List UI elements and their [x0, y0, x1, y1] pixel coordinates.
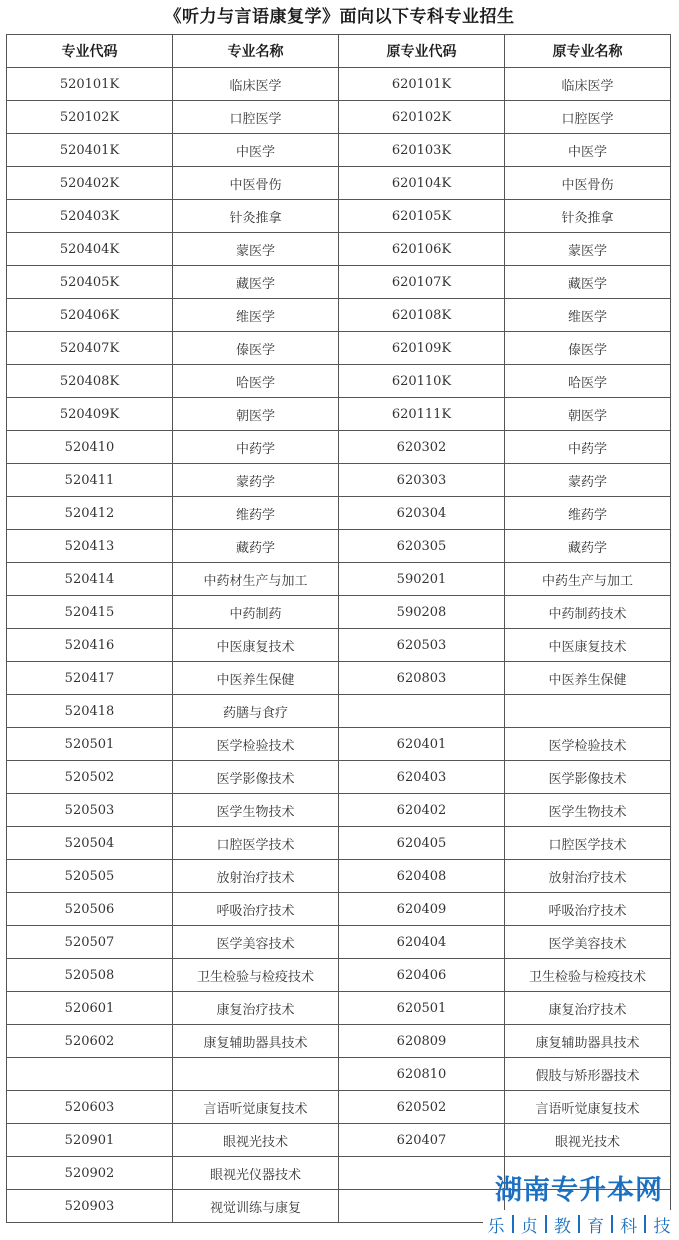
table-header	[7, 35, 671, 68]
original-name-cell	[505, 695, 671, 728]
original-name-cell: 哈医学	[505, 365, 671, 398]
original-code-cell: 620408	[339, 860, 505, 893]
watermark-site-name: 湖南专升本网	[495, 1175, 663, 1206]
original-code-cell: 620405	[339, 827, 505, 860]
original-code-cell: 620501	[339, 992, 505, 1025]
major-name-cell: 中医学	[173, 134, 339, 167]
watermark-char: 科	[620, 1216, 638, 1237]
original-name-cell: 医学检验技术	[505, 728, 671, 761]
original-name-cell: 口腔医学	[505, 101, 671, 134]
major-name-cell: 口腔医学	[173, 101, 339, 134]
original-code-cell: 620302	[339, 431, 505, 464]
watermark-char: 教	[553, 1216, 571, 1237]
table-row	[7, 992, 671, 1025]
original-name-cell: 中药制药技术	[505, 596, 671, 629]
watermark-separator	[611, 1215, 613, 1233]
watermark-company	[483, 1210, 675, 1238]
major-name-cell: 医学美容技术	[173, 926, 339, 959]
original-code-cell: 620803	[339, 662, 505, 695]
major-table	[6, 34, 671, 1223]
table-row	[7, 398, 671, 431]
original-name-cell: 蒙药学	[505, 464, 671, 497]
major-name-cell: 医学影像技术	[173, 761, 339, 794]
original-code-cell	[339, 695, 505, 728]
original-code-cell: 620403	[339, 761, 505, 794]
table-row	[7, 695, 671, 728]
original-code-cell: 620404	[339, 926, 505, 959]
major-code-cell: 520411	[7, 464, 173, 497]
major-name-cell: 中医康复技术	[173, 629, 339, 662]
major-name-cell	[173, 1058, 339, 1091]
site-watermark-logo	[483, 1172, 675, 1238]
table-row	[7, 794, 671, 827]
major-name-cell: 视觉训练与康复	[173, 1190, 339, 1223]
table-row	[7, 662, 671, 695]
original-name-cell: 中医康复技术	[505, 629, 671, 662]
major-code-cell: 520101K	[7, 68, 173, 101]
original-code-cell: 620809	[339, 1025, 505, 1058]
table-row	[7, 299, 671, 332]
major-code-cell: 520406K	[7, 299, 173, 332]
original-name-cell: 中医养生保健	[505, 662, 671, 695]
major-code-cell: 520102K	[7, 101, 173, 134]
table-row	[7, 233, 671, 266]
original-code-cell: 620102K	[339, 101, 505, 134]
table-row	[7, 827, 671, 860]
major-name-cell: 针灸推拿	[173, 200, 339, 233]
major-code-cell: 520404K	[7, 233, 173, 266]
table-row	[7, 926, 671, 959]
original-code-cell: 620503	[339, 629, 505, 662]
table-row	[7, 365, 671, 398]
major-name-cell: 口腔医学技术	[173, 827, 339, 860]
major-name-cell: 呼吸治疗技术	[173, 893, 339, 926]
major-code-cell: 520602	[7, 1025, 173, 1058]
original-code-cell: 620402	[339, 794, 505, 827]
original-name-cell: 假肢与矫形器技术	[505, 1058, 671, 1091]
original-code-cell: 620109K	[339, 332, 505, 365]
original-code-cell: 620304	[339, 497, 505, 530]
major-name-cell: 康复辅助器具技术	[173, 1025, 339, 1058]
original-name-cell: 呼吸治疗技术	[505, 893, 671, 926]
original-name-cell: 眼视光技术	[505, 1124, 671, 1157]
original-name-cell: 放射治疗技术	[505, 860, 671, 893]
major-code-cell: 520409K	[7, 398, 173, 431]
header-original-code: 原专业代码	[339, 35, 505, 68]
major-code-cell: 520502	[7, 761, 173, 794]
major-code-cell: 520405K	[7, 266, 173, 299]
watermark-char: 育	[587, 1216, 605, 1237]
original-code-cell: 620111K	[339, 398, 505, 431]
major-code-cell: 520414	[7, 563, 173, 596]
watermark-separator	[644, 1215, 646, 1233]
major-name-cell: 眼视光仪器技术	[173, 1157, 339, 1190]
major-code-cell: 520902	[7, 1157, 173, 1190]
original-name-cell: 医学影像技术	[505, 761, 671, 794]
original-code-cell: 620103K	[339, 134, 505, 167]
original-code-cell: 590201	[339, 563, 505, 596]
original-code-cell: 620409	[339, 893, 505, 926]
major-code-cell: 520412	[7, 497, 173, 530]
original-code-cell	[339, 1157, 505, 1190]
major-code-cell: 520901	[7, 1124, 173, 1157]
major-name-cell: 中药材生产与加工	[173, 563, 339, 596]
major-code-cell: 520416	[7, 629, 173, 662]
major-name-cell: 放射治疗技术	[173, 860, 339, 893]
major-code-cell: 520505	[7, 860, 173, 893]
table-row	[7, 530, 671, 563]
original-name-cell: 朝医学	[505, 398, 671, 431]
table-row	[7, 1025, 671, 1058]
table-row	[7, 332, 671, 365]
major-code-cell: 520903	[7, 1190, 173, 1223]
watermark-separator	[512, 1215, 514, 1233]
major-code-cell: 520417	[7, 662, 173, 695]
major-code-cell: 520415	[7, 596, 173, 629]
major-code-cell: 520501	[7, 728, 173, 761]
table-row	[7, 1091, 671, 1124]
table-row	[7, 959, 671, 992]
major-name-cell: 医学生物技术	[173, 794, 339, 827]
major-name-cell: 临床医学	[173, 68, 339, 101]
major-name-cell: 藏医学	[173, 266, 339, 299]
watermark-char: 技	[653, 1216, 671, 1237]
original-name-cell: 傣医学	[505, 332, 671, 365]
major-name-cell: 蒙药学	[173, 464, 339, 497]
original-code-cell: 620106K	[339, 233, 505, 266]
major-code-cell: 520403K	[7, 200, 173, 233]
major-name-cell: 维医学	[173, 299, 339, 332]
table-row	[7, 629, 671, 662]
original-name-cell: 医学生物技术	[505, 794, 671, 827]
original-code-cell: 620303	[339, 464, 505, 497]
major-name-cell: 蒙医学	[173, 233, 339, 266]
major-code-cell: 520507	[7, 926, 173, 959]
major-name-cell: 傣医学	[173, 332, 339, 365]
major-code-cell: 520413	[7, 530, 173, 563]
watermark-char: 乐	[487, 1216, 505, 1237]
original-code-cell: 620305	[339, 530, 505, 563]
watermark-separator	[578, 1215, 580, 1233]
table-row	[7, 497, 671, 530]
major-name-cell: 眼视光技术	[173, 1124, 339, 1157]
major-name-cell: 医学检验技术	[173, 728, 339, 761]
major-code-cell	[7, 1058, 173, 1091]
original-code-cell: 620104K	[339, 167, 505, 200]
table-row	[7, 68, 671, 101]
original-name-cell: 藏药学	[505, 530, 671, 563]
watermark-separator	[545, 1215, 547, 1233]
table-row	[7, 134, 671, 167]
original-code-cell: 590208	[339, 596, 505, 629]
original-name-cell: 中药学	[505, 431, 671, 464]
table-body	[7, 68, 671, 1223]
major-code-cell: 520601	[7, 992, 173, 1025]
major-code-cell: 520402K	[7, 167, 173, 200]
table-row	[7, 200, 671, 233]
original-name-cell: 维医学	[505, 299, 671, 332]
watermark-char: 贞	[520, 1216, 538, 1237]
original-name-cell: 卫生检验与检疫技术	[505, 959, 671, 992]
header-major-name: 专业名称	[173, 35, 339, 68]
original-name-cell: 口腔医学技术	[505, 827, 671, 860]
original-name-cell: 藏医学	[505, 266, 671, 299]
table-row	[7, 101, 671, 134]
original-code-cell: 620407	[339, 1124, 505, 1157]
major-name-cell: 药膳与食疗	[173, 695, 339, 728]
major-code-cell: 520408K	[7, 365, 173, 398]
major-code-cell: 520603	[7, 1091, 173, 1124]
major-code-cell: 520410	[7, 431, 173, 464]
original-name-cell: 中医骨伤	[505, 167, 671, 200]
table-title: 《听力与言语康复学》面向以下专科专业招生	[164, 7, 515, 27]
original-name-cell: 临床医学	[505, 68, 671, 101]
original-name-cell: 康复治疗技术	[505, 992, 671, 1025]
header-row	[7, 35, 671, 68]
major-name-cell: 中医骨伤	[173, 167, 339, 200]
original-name-cell: 维药学	[505, 497, 671, 530]
original-name-cell: 医学美容技术	[505, 926, 671, 959]
major-name-cell: 中药学	[173, 431, 339, 464]
original-code-cell: 620101K	[339, 68, 505, 101]
table-row	[7, 563, 671, 596]
table-row	[7, 596, 671, 629]
original-code-cell	[339, 1190, 505, 1223]
major-code-cell: 520508	[7, 959, 173, 992]
major-name-cell: 言语听觉康复技术	[173, 1091, 339, 1124]
table-row	[7, 1058, 671, 1091]
table-row	[7, 464, 671, 497]
major-name-cell: 中医养生保健	[173, 662, 339, 695]
original-name-cell: 中药生产与加工	[505, 563, 671, 596]
table-row	[7, 893, 671, 926]
major-name-cell: 朝医学	[173, 398, 339, 431]
header-major-code: 专业代码	[7, 35, 173, 68]
major-code-cell: 520407K	[7, 332, 173, 365]
original-code-cell: 620406	[339, 959, 505, 992]
original-name-cell: 针灸推拿	[505, 200, 671, 233]
major-code-cell: 520504	[7, 827, 173, 860]
major-code-cell: 520503	[7, 794, 173, 827]
original-name-cell: 蒙医学	[505, 233, 671, 266]
original-code-cell: 620810	[339, 1058, 505, 1091]
original-code-cell: 620502	[339, 1091, 505, 1124]
original-name-cell: 言语听觉康复技术	[505, 1091, 671, 1124]
major-name-cell: 哈医学	[173, 365, 339, 398]
major-code-cell: 520401K	[7, 134, 173, 167]
major-code-cell: 520418	[7, 695, 173, 728]
original-code-cell: 620110K	[339, 365, 505, 398]
table-row	[7, 167, 671, 200]
original-name-cell: 中医学	[505, 134, 671, 167]
header-original-name: 原专业名称	[505, 35, 671, 68]
table-row	[7, 1124, 671, 1157]
table-row	[7, 860, 671, 893]
original-name-cell: 康复辅助器具技术	[505, 1025, 671, 1058]
original-code-cell: 620401	[339, 728, 505, 761]
major-name-cell: 维药学	[173, 497, 339, 530]
major-name-cell: 卫生检验与检疫技术	[173, 959, 339, 992]
original-code-cell: 620108K	[339, 299, 505, 332]
table-row	[7, 266, 671, 299]
major-code-cell: 520506	[7, 893, 173, 926]
major-name-cell: 康复治疗技术	[173, 992, 339, 1025]
major-name-cell: 藏药学	[173, 530, 339, 563]
original-code-cell: 620107K	[339, 266, 505, 299]
table-row	[7, 728, 671, 761]
major-name-cell: 中药制药	[173, 596, 339, 629]
table-row	[7, 431, 671, 464]
table-row	[7, 761, 671, 794]
original-code-cell: 620105K	[339, 200, 505, 233]
